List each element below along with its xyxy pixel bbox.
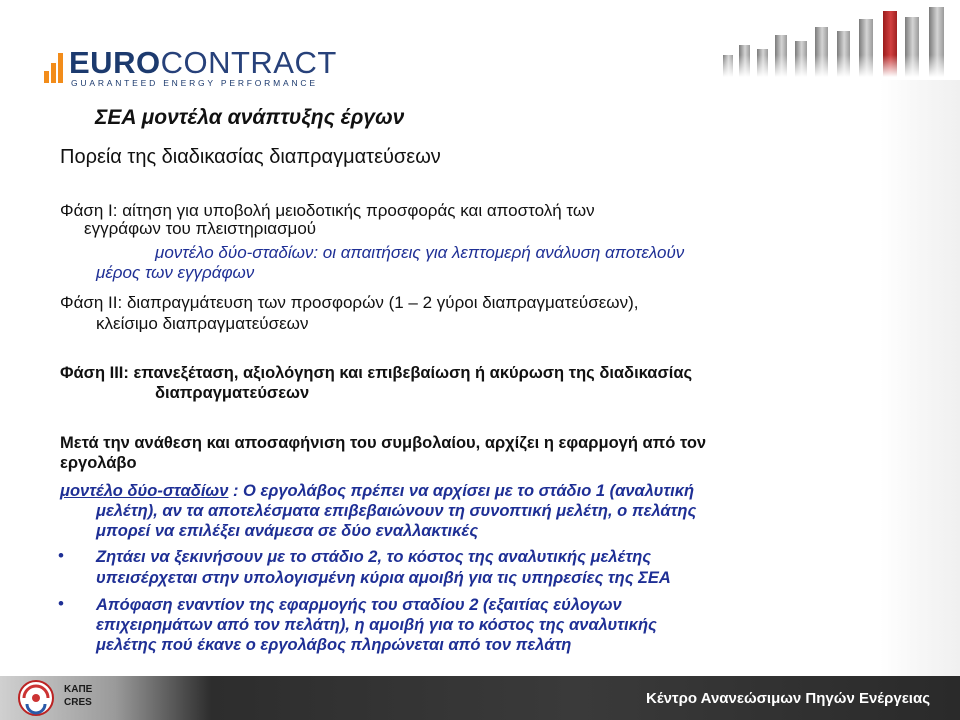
slide-title: ΣΕΑ μοντέλα ανάπτυξης έργων [95,106,405,129]
two-stage-model-line1 [60,482,694,501]
logo-tagline: GUARANTEED ENERGY PERFORMANCE [71,78,318,88]
slide-subtitle: Πορεία της διαδικασίας διαπραγματεύσεων [60,146,441,168]
kape-label: ΚΑΠΕ [64,684,93,695]
phase1-note-line1: μοντέλο δύο-σταδίων: οι απαιτήσεις για λεπτομερή ανάλυση αποτελούν [155,243,685,262]
after-award-line1: Μετά την ανάθεση και αποσαφήνιση του συμβολαίου, αρχίζει η εφαρμογή από τον [60,434,707,452]
phase2-line2: κλείσιμο διαπραγματεύσεων [96,314,309,333]
two-stage-model-term: μοντέλο δύο-σταδίων [60,482,229,500]
phase1-line2: εγγράφων του πλειστηριασμού [84,219,317,238]
kape-wordmark [64,683,92,709]
phase3-line1: Φάση ΙΙΙ: επανεξέταση, αξιολόγηση και επιβεβαίωση ή ακύρωση της διαδικασίας [60,364,693,382]
cres-label: CRES [64,697,92,708]
bullet-dot-1: • [58,546,64,565]
bullet1-line1: Ζητάει να ξεκινήσουν με το στάδιο 2, το κόστος της αναλυτικής μελέτης [96,548,652,566]
after-award-line2: εργολάβο [60,454,137,472]
logo-euro: EURO [69,45,161,80]
phase3-line2: διαπραγματεύσεων [155,384,310,402]
two-stage-model-desc: : Ο εργολάβος πρέπει να αρχίσει με το στάδιο 1 (αναλυτική [228,482,695,500]
logo-contract: CONTRACT [160,45,337,80]
two-stage-model-line3: μπορεί να επιλέξει ανάμεσα σε δύο εναλλακτικές [96,522,479,540]
two-stage-model-line2: μελέτη), αν τα αποτελέσματα επιβεβαιώνουν τη συνοπτική μελέτη, ο πελάτης [96,502,697,520]
bullet2-line3: μελέτης πού έκανε ο εργολάβος πληρώνεται από τον πελάτη [96,636,572,654]
phase1-note-line2: μέρος των εγγράφων [96,263,255,282]
bullet1-line2: υπεισέρχεται στην υπολογισμένη κύρια αμοιβή για τις υπηρεσίες της ΣΕΑ [96,569,671,587]
decorative-background-columns [880,80,960,680]
kape-logo-icon [14,678,58,718]
eurocontract-logo [44,47,344,87]
footer-centre-name: Κέντρο Ανανεώσιμων Πηγών Ενέργειας [645,690,930,707]
logo-wordmark [69,47,337,79]
logo-bars-icon [44,51,66,83]
phase1-line1: Φάση Ι: αίτηση για υποβολή μειοδοτικής προσφοράς και αποστολή των [60,201,595,220]
bullet-dot-2: • [58,594,64,613]
decorative-bars-image [715,5,960,77]
bullet2-line1: Απόφαση εναντίον της εφαρμογής του σταδίου 2 (εξαιτίας εύλογων [96,596,622,614]
phase2-line1: Φάση ΙΙ: διαπραγμάτευση των προσφορών (1 – 2 γύροι διαπραγματεύσεων), [60,293,639,312]
bullet2-line2: επιχειρημάτων από τον πελάτη), η αμοιβή για το κόστος της αναλυτικής [96,616,657,634]
